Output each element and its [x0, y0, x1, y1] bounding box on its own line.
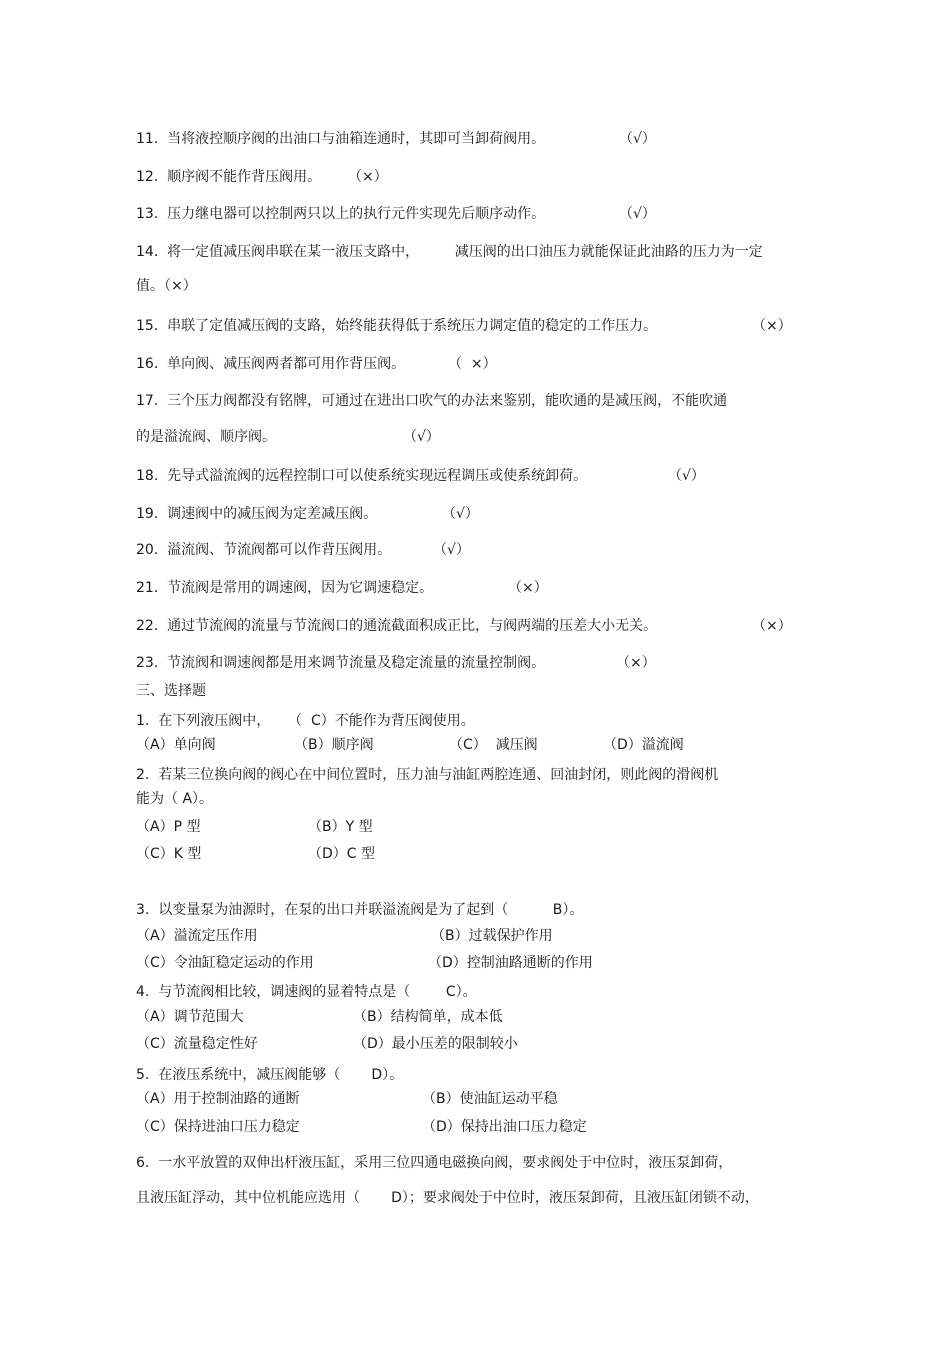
choice5-option-d: （D）保持出油口压力稳定	[422, 1119, 587, 1135]
q11-answer: （√）	[619, 131, 656, 147]
choice2-option-c: （C）K 型	[136, 846, 202, 862]
choice6-stem-continued: 且液压缸浮动，其中位机能应选用（ D）；要求阀处于中位时，液压泵卸荷，且液压缸闭锁不动，	[136, 1190, 759, 1206]
choice5-option-c: （C）保持进油口压力稳定	[136, 1119, 300, 1135]
q13-text: 13. 压力继电器可以控制两只以上的执行元件实现先后顺序动作。	[136, 206, 546, 222]
choice2-stem-continued: 能为（ A）。	[136, 791, 214, 807]
q21-answer: （×）	[508, 580, 548, 596]
q16-text: 16. 单向阀、减压阀两者都可用作背压阀。	[136, 356, 406, 372]
q12-answer: （×）	[348, 169, 388, 185]
q18-answer: （√）	[668, 468, 705, 484]
choice3-option-c: （C）令油缸稳定运动的作用	[136, 955, 314, 971]
q14-text-continued: 值。（×）	[136, 278, 197, 294]
q15-answer: （×）	[752, 318, 792, 334]
q22-text: 22. 通过节流阀的流量与节流阀口的通流截面积成正比，与阀两端的压差大小无关。	[136, 618, 658, 634]
choice3-stem: 3. 以变量泵为油源时，在泵的出口并联溢流阀是为了起到（ B）。	[136, 902, 584, 918]
q17-answer: （√）	[403, 429, 440, 445]
choice6-stem: 6. 一水平放置的双伸出杆液压缸，采用三位四通电磁换向阀，要求阀处于中位时，液压泵卸荷，	[136, 1155, 733, 1171]
choice3-option-d: （D）控制油路通断的作用	[428, 955, 593, 971]
choice5-option-a: （A）用于控制油路的通断	[136, 1091, 300, 1107]
choice2-stem: 2. 若某三位换向阀的阀心在中间位置时，压力油与油缸两腔连通、回油封闭，则此阀的滑阀机	[136, 767, 719, 783]
choice4-stem: 4. 与节流阀相比较，调速阀的显着特点是（ C）。	[136, 984, 477, 1000]
q19-text: 19. 调速阀中的减压阀为定差减压阀。	[136, 506, 378, 522]
q18-text: 18. 先导式溢流阀的远程控制口可以使系统实现远程调压或使系统卸荷。	[136, 468, 588, 484]
choice2-option-a: （A）P 型	[136, 819, 201, 835]
section-title: 三、选择题	[136, 683, 206, 699]
choice4-option-c: （C）流量稳定性好	[136, 1036, 258, 1052]
q21-text: 21. 节流阀是常用的调速阀，因为它调速稳定。	[136, 580, 434, 596]
q11-text: 11. 当将液控顺序阀的出油口与油箱连通时，其即可当卸荷阀用。	[136, 131, 546, 147]
q13-answer: （√）	[619, 206, 656, 222]
choice3-option-b: （B）过载保护作用	[431, 928, 553, 944]
choice4-option-d: （D）最小压差的限制较小	[353, 1036, 518, 1052]
q16-answer: （ ×）	[448, 356, 497, 372]
q15-text: 15. 串联了定值减压阀的支路，始终能获得低于系统压力调定值的稳定的工作压力。	[136, 318, 658, 334]
choice1-option-a: （A）单向阀	[136, 737, 216, 753]
q22-answer: （×）	[752, 618, 792, 634]
q23-text: 23. 节流阀和调速阀都是用来调节流量及稳定流量的流量控制阀。	[136, 655, 546, 671]
q20-text: 20. 溢流阀、节流阀都可以作背压阀用。	[136, 542, 392, 558]
choice2-option-d: （D）C 型	[308, 846, 376, 862]
choice1-stem: 1. 在下列液压阀中， （ C）不能作为背压阀使用。	[136, 713, 475, 729]
q14-text: 14. 将一定值减压阀串联在某一液压支路中， 减压阀的出口油压力就能保证此油路的压力为一定	[136, 244, 763, 260]
q17-text-continued: 的是溢流阀、顺序阀。	[136, 429, 276, 445]
choice1-option-b: （B）顺序阀	[294, 737, 374, 753]
choice1-option-c: （C） 减压阀	[449, 737, 538, 753]
choice3-option-a: （A）溢流定压作用	[136, 928, 258, 944]
q19-answer: （√）	[442, 506, 479, 522]
choice4-option-b: （B）结构简单，成本低	[353, 1009, 503, 1025]
q12-text: 12. 顺序阀不能作背压阀用。	[136, 169, 322, 185]
choice4-option-a: （A）调节范围大	[136, 1009, 244, 1025]
q23-answer: （×）	[616, 655, 656, 671]
choice1-option-d: （D）溢流阀	[603, 737, 684, 753]
choice5-option-b: （B）使油缸运动平稳	[422, 1091, 558, 1107]
q20-answer: （√）	[433, 542, 470, 558]
q17-text: 17. 三个压力阀都没有铭牌，可通过在进出口吹气的办法来鉴别，能吹通的是减压阀，不能吹通	[136, 393, 728, 409]
choice5-stem: 5. 在液压系统中，减压阀能够（ D）。	[136, 1067, 404, 1083]
choice2-option-b: （B）Y 型	[308, 819, 373, 835]
